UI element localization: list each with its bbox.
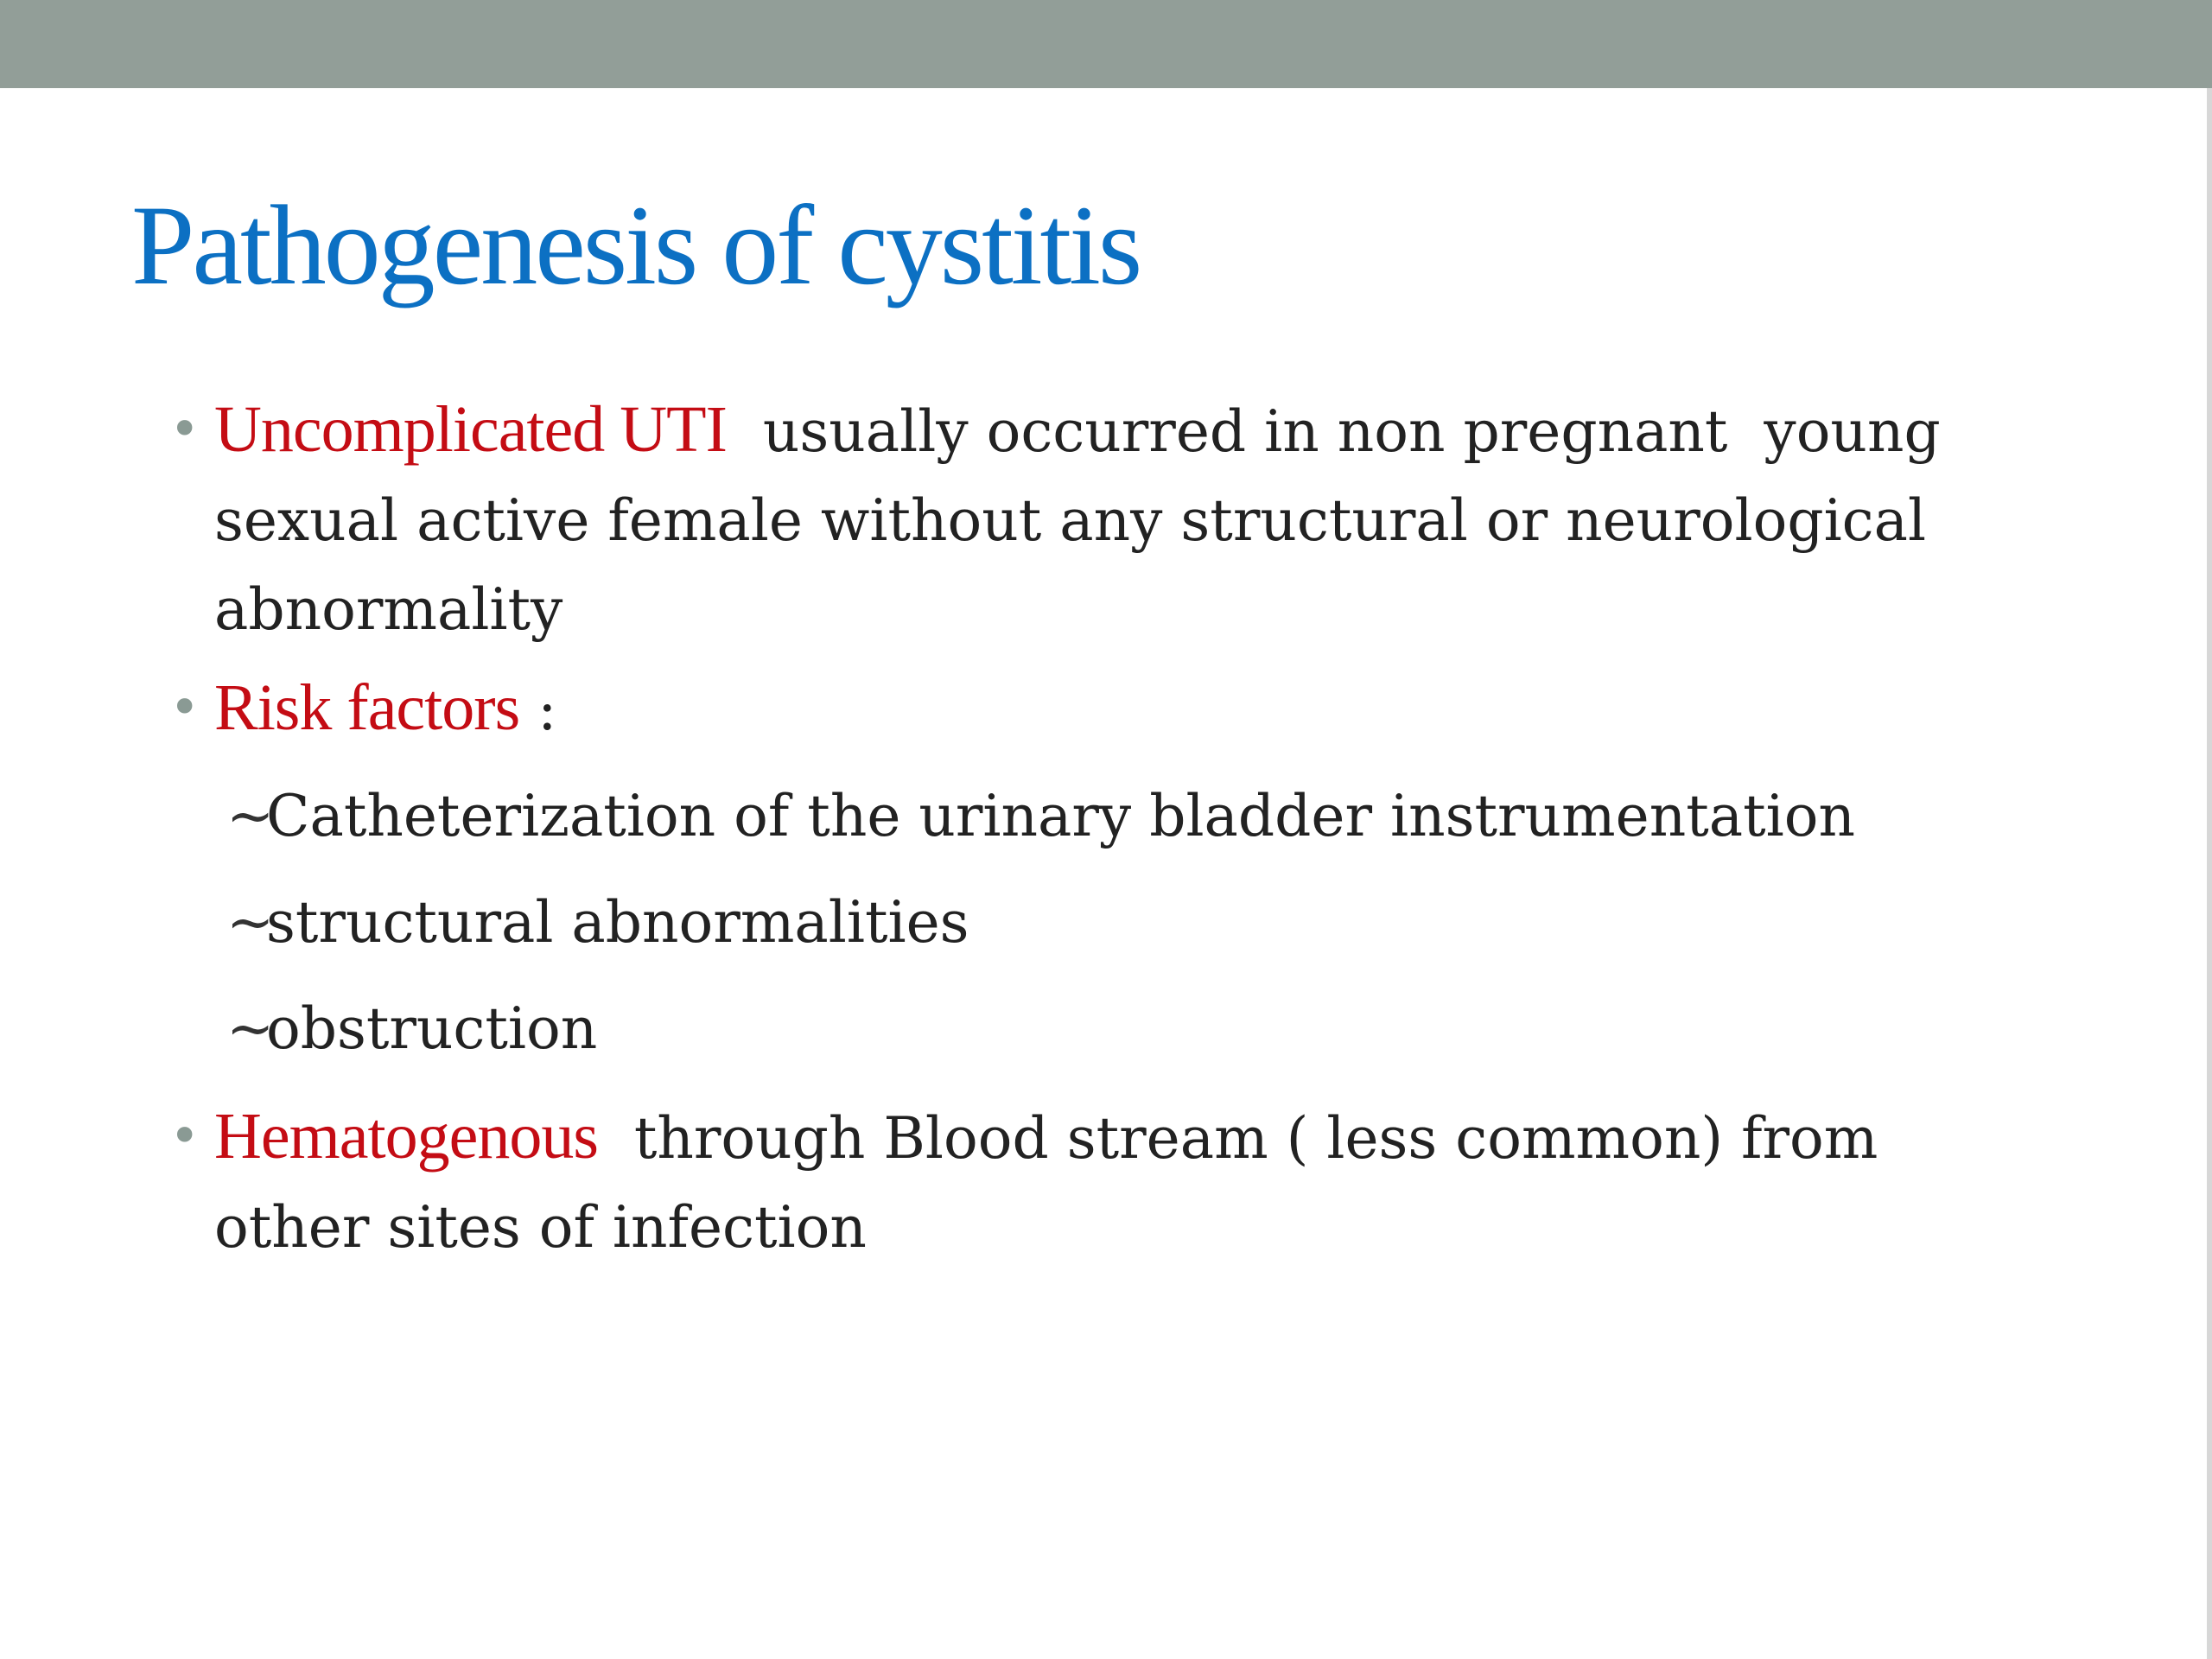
tilde-marker: ~ (226, 783, 275, 849)
risk-factors-heading (214, 664, 2113, 754)
hematogenous-text-2: other sites of infection (214, 1194, 867, 1261)
bullet-uncomplicated-line-1 (214, 385, 2113, 476)
bullet-dot: • (169, 1106, 200, 1166)
uncomplicated-text-2: sexual active female without any structural or neurological (214, 487, 1927, 554)
risk-subitem-catheterization (226, 772, 2171, 861)
tilde-marker: ~ (226, 889, 275, 956)
bullet-dot: • (169, 677, 200, 738)
bullet-hematogenous (169, 1092, 2113, 1272)
uncomplicated-text-3: abnormality (214, 576, 563, 643)
hematogenous-text-1: through Blood stream ( less common) from (597, 1105, 1878, 1172)
bullet-dot: • (169, 399, 200, 460)
hematogenous-line-1 (214, 1092, 2113, 1183)
slide-title: Pathogenesis of cystitis (131, 181, 1141, 308)
term-hematogenous: Hematogenous (214, 1100, 598, 1173)
bullet-uncomplicated-uti (169, 385, 2113, 654)
risk-subitem-text: Catheterization of the urinary bladder instrumentation (266, 783, 1855, 849)
tilde-marker: ~ (226, 995, 275, 1062)
risk-subitem-text: structural abnormalities (266, 889, 969, 956)
term-risk-factors: Risk factors (214, 671, 520, 744)
slide-edge (2207, 88, 2212, 1659)
risk-subitem-obstruction (226, 984, 2171, 1073)
term-uncomplicated-uti: Uncomplicated UTI (214, 393, 727, 466)
bullet-risk-factors (169, 664, 2113, 754)
risk-subitem-text: obstruction (266, 995, 598, 1062)
risk-subitem-structural (226, 878, 2171, 967)
uncomplicated-text-1: usually occurred in non pregnant young (726, 398, 1941, 465)
header-bar (0, 0, 2212, 88)
risk-factors-colon: : (519, 677, 557, 743)
